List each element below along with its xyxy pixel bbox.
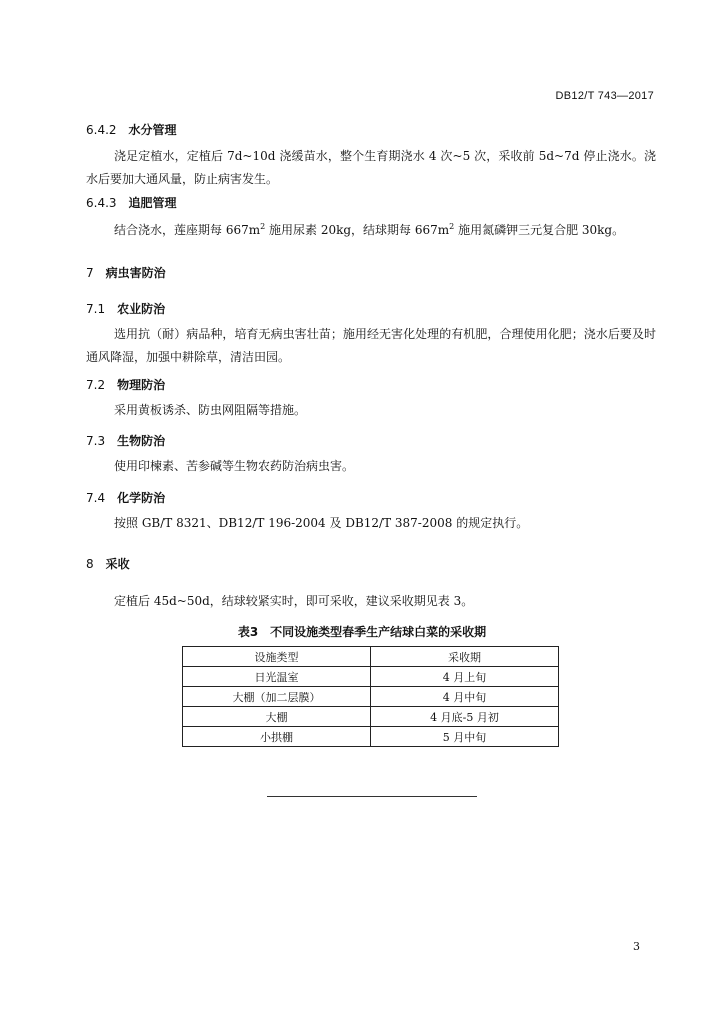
text-part: 结合浇水，莲座期每 667m	[114, 223, 261, 237]
section-number: 7.3	[86, 434, 106, 448]
section-heading-7-3	[86, 432, 165, 449]
column-header: 采收期	[371, 647, 559, 667]
section-heading-6-4-2	[86, 121, 177, 138]
table-cell: 小拱棚	[183, 727, 371, 747]
section-title: 化学防治	[117, 491, 166, 505]
table-row	[183, 667, 559, 687]
paragraph-water-management: 浇足定植水，定植后 7d~10d 浇缓苗水，整个生育期浇水 4 次~5 次，采收前 5d~7d 停止浇水。浇水后要加大通风量，防止病害发生。	[86, 149, 656, 186]
paragraph-fertilizer-management	[86, 219, 656, 242]
table-row	[183, 707, 559, 727]
paragraph-chemical-control: 按照 GB/T 8321、DB12/T 196-2004 及 DB12/T 387-2008 的规定执行。	[114, 516, 529, 530]
table-row	[183, 727, 559, 747]
section-title: 生物防治	[117, 434, 166, 448]
superscript: 2	[260, 222, 266, 231]
section-number: 8	[86, 557, 94, 571]
standard-code: DB12/T 743—2017	[555, 90, 654, 102]
section-number: 6.4.3	[86, 196, 117, 210]
table-header-row	[183, 647, 559, 667]
column-header: 设施类型	[183, 647, 371, 667]
section-heading-8	[86, 555, 130, 572]
section-heading-7-4	[86, 489, 165, 506]
section-heading-7	[86, 264, 166, 281]
section-heading-6-4-3	[86, 194, 177, 211]
paragraph-biological-control: 使用印楝素、苦参碱等生物农药防治病虫害。	[114, 459, 355, 473]
table-row	[183, 687, 559, 707]
paragraph-agricultural-control: 选用抗（耐）病品种，培育无病虫害壮苗；施用经无害化处理的有机肥，合理使用化肥；浇水后要及时通风降湿，加强中耕除草，清洁田园。	[86, 327, 656, 364]
superscript: 2	[449, 222, 455, 231]
section-title: 追肥管理	[128, 196, 177, 210]
table-cell: 大棚（加二层膜）	[183, 687, 371, 707]
section-number: 7.1	[86, 302, 106, 316]
section-title: 水分管理	[128, 123, 177, 137]
section-title: 病虫害防治	[105, 266, 166, 280]
section-number: 7.4	[86, 491, 106, 505]
table-cell: 日光温室	[183, 667, 371, 687]
table-title: 表3 不同设施类型春季生产结球白菜的采收期	[237, 625, 487, 639]
text-part: 施用氮磷钾三元复合肥 30kg。	[454, 223, 625, 237]
table-cell: 大棚	[183, 707, 371, 727]
harvest-period-table	[182, 646, 559, 747]
section-title: 物理防治	[117, 378, 166, 392]
table-cell: 4 月上旬	[371, 667, 559, 687]
table-cell: 5 月中旬	[371, 727, 559, 747]
section-title: 采收	[105, 557, 130, 571]
end-divider-line	[267, 796, 477, 797]
section-heading-7-2	[86, 376, 165, 393]
section-number: 7	[86, 266, 94, 280]
section-number: 6.4.2	[86, 123, 117, 137]
paragraph-harvest: 定植后 45d~50d，结球较紧实时，即可采收，建议采收期见表 3。	[114, 594, 474, 608]
section-heading-7-1	[86, 300, 165, 317]
text-part: 施用尿素 20kg，结球期每 667m	[265, 223, 450, 237]
table-cell: 4 月底-5 月初	[371, 707, 559, 727]
page-number: 3	[633, 940, 640, 953]
section-number: 7.2	[86, 378, 106, 392]
paragraph-physical-control: 采用黄板诱杀、防虫网阻隔等措施。	[114, 403, 307, 417]
table-cell: 4 月中旬	[371, 687, 559, 707]
section-title: 农业防治	[117, 302, 166, 316]
